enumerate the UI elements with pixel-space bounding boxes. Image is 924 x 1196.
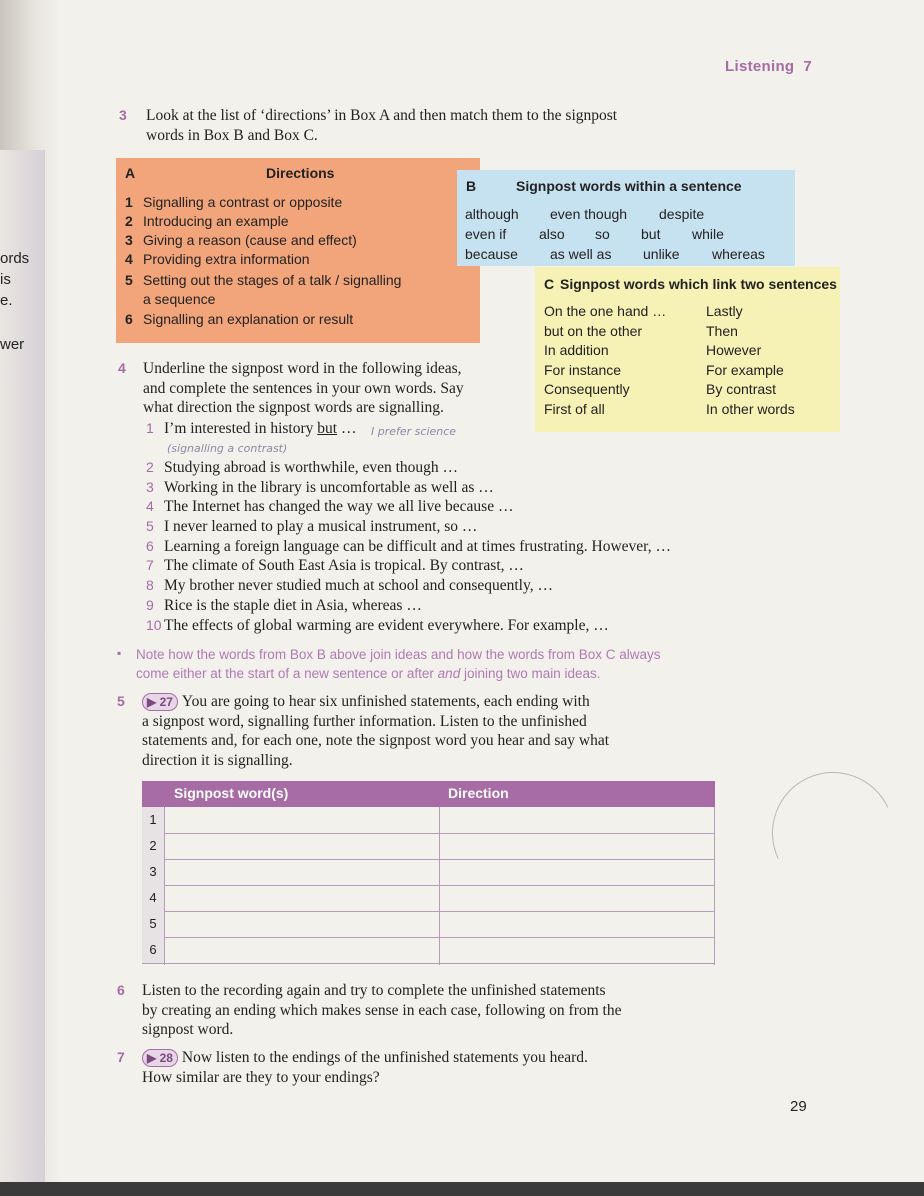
signpost-word: In other words: [706, 401, 795, 417]
table-header: [142, 781, 715, 807]
signpost-word: However: [706, 342, 762, 358]
table-row[interactable]: 5: [142, 911, 715, 938]
handwritten-answer: I prefer science: [371, 425, 457, 438]
exercise-4-instructions: Underline the signpost word in the following ideas, and complete the sentences in your own words. Say what direction the signpost words are signalling.: [143, 360, 464, 416]
box-b-signpost-within-sentence: [457, 170, 795, 266]
page-number: 29: [790, 1098, 807, 1115]
signpost-word: In addition: [544, 342, 609, 358]
audio-track-icon[interactable]: ▶ 28: [142, 1049, 178, 1067]
list-item: 4 Providing extra information: [125, 251, 310, 267]
box-title: Signpost words within a sentence: [516, 178, 742, 194]
list-item: 1 Signalling a contrast or opposite: [125, 194, 343, 210]
list-item: a sequence: [143, 291, 216, 307]
prev-page-fragment: ords: [0, 250, 30, 267]
signpost-word: also: [539, 226, 565, 242]
signpost-word: Lastly: [706, 303, 743, 319]
page-bottom-edge: [0, 1182, 924, 1196]
signpost-word: First of all: [544, 401, 605, 417]
table-row[interactable]: 3: [142, 859, 715, 886]
prev-page-fragment: e.: [0, 292, 13, 309]
table-row[interactable]: 4: [142, 885, 715, 912]
note-bullet: ▪: [117, 646, 122, 660]
table-row[interactable]: 2: [142, 833, 715, 860]
box-a-directions: [116, 158, 480, 343]
decorative-arc: [755, 755, 911, 911]
exercise-number: 4: [118, 360, 126, 376]
column-header: Signpost word(s): [174, 785, 289, 801]
signpost-word: as well as: [550, 246, 612, 262]
handwritten-answer: (signalling a contrast): [167, 442, 288, 455]
exercise-5-instructions: ▶ 27 You are going to hear six unfinished statements, each ending with a signpost word, signalling further information. Listen to the unfinished statements and, for each one, note the signpost word you hear and say what direction it is signalling.: [142, 693, 610, 769]
exercise-number: 5: [117, 693, 125, 709]
list-item: 3 Giving a reason (cause and effect): [125, 232, 357, 248]
table-row[interactable]: 1: [142, 807, 715, 834]
signpost-word: even though: [550, 206, 628, 222]
signpost-word: whereas: [712, 246, 765, 262]
signpost-word: Consequently: [544, 381, 630, 397]
signpost-word: but: [641, 226, 661, 242]
column-divider: [164, 807, 165, 965]
audio-track-icon[interactable]: ▶ 27: [142, 693, 178, 711]
box-label: C: [544, 276, 555, 292]
column-divider: [439, 807, 440, 965]
exercise-3-instructions: Look at the list of ‘directions’ in Box A and then match them to the signpost words in Box B and Box C.: [146, 107, 618, 144]
box-label: A: [125, 165, 136, 181]
exercise-number: 6: [117, 982, 125, 998]
signpost-word: even if: [465, 226, 507, 242]
list-item: 6 Signalling an explanation or result: [125, 311, 354, 327]
signpost-word: On the one hand …: [544, 303, 667, 319]
list-item: 5 Setting out the stages of a talk / signalling: [125, 272, 402, 288]
list-item: 2 Introducing an example: [125, 213, 289, 229]
signpost-word: unlike: [643, 246, 680, 262]
exercise-number: 3: [119, 107, 127, 123]
note-text: Note how the words from Box B above join ideas and how the words from Box C always come either at the start of a new sentence or after and joining two main ideas.: [136, 647, 661, 681]
running-header: [725, 58, 812, 75]
box-title: Signpost words which link two sentences: [560, 276, 837, 292]
underlined-signpost: but: [317, 420, 338, 437]
signpost-word: while: [692, 226, 724, 242]
exercise-7-instructions: ▶ 28 Now listen to the endings of the unfinished statements you heard. How similar are they to your endings?: [142, 1049, 588, 1086]
signpost-word: Then: [706, 323, 738, 339]
section-title: Listening: [725, 58, 795, 75]
exercise-number: 7: [117, 1049, 125, 1065]
signpost-word: because: [465, 246, 518, 262]
signpost-word: For example: [706, 362, 784, 378]
column-divider: [714, 807, 715, 965]
signpost-word: although: [465, 206, 519, 222]
prev-page-fragment: is: [0, 271, 11, 288]
unit-number: 7: [803, 58, 812, 75]
signpost-word: For instance: [544, 362, 622, 378]
signpost-word: but on the other: [544, 323, 643, 339]
column-header: Direction: [448, 785, 509, 801]
box-title: Directions: [266, 165, 335, 181]
exercise-6-instructions: Listen to the recording again and try to complete the unfinished statements by creating an ending which makes sense in each case, following on from the signpost word.: [142, 982, 622, 1038]
prev-page-fragment: wer: [0, 336, 25, 353]
signpost-word: By contrast: [706, 381, 777, 397]
box-label: B: [466, 178, 477, 194]
box-c-signpost-linking-sentences: [535, 267, 840, 432]
signpost-word: so: [595, 226, 610, 242]
signpost-word: despite: [659, 206, 705, 222]
table-row[interactable]: 6: [142, 937, 715, 964]
